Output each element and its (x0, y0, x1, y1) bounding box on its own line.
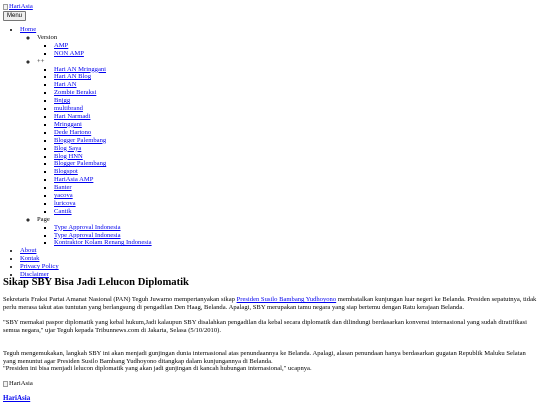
more-item (54, 137, 540, 145)
nav-item-more (37, 58, 540, 216)
more-item (54, 184, 540, 192)
article-text: membatalkan kunjungan luar negeri ke Belanda. Presiden sepatutnya, tidak perlu merasa takut atas tuntutan yang berlangsung di pengadilan Den Haag, Belanda. Apalagi, SBY merupakan tamu negara yang siap bertemu dengan Ratu kerajaan Belanda. (3, 296, 537, 311)
nav-bottom-item (20, 247, 540, 255)
more-item (54, 89, 540, 97)
more-item (54, 129, 540, 137)
version-list (37, 42, 540, 58)
more-link[interactable]: yacova (54, 192, 73, 200)
broken-image-icon (3, 4, 8, 10)
more-item (54, 97, 540, 105)
more-item (54, 192, 540, 200)
nav-bottom-item (20, 255, 540, 263)
more-list (37, 66, 540, 216)
nav-bottom-link[interactable]: About (20, 247, 37, 255)
main-nav (0, 26, 540, 279)
author-avatar (3, 380, 33, 388)
nav-list (0, 26, 540, 247)
menu-button[interactable]: Menu (3, 11, 26, 21)
article-paragraph: "SBY memakai paspor diplomatik yang kebal hukum,Jadi kalaupun SBY disalahkan pengadilan dia kebal secara diplomatik dan dilindungi berdasarkan konvensi internasional yang sudah diratifikasi semua negara," ujar Teguh kepada Tribunnews.com di Jakarta, Selasa (5/10/2010). (3, 319, 527, 334)
more-item (54, 105, 540, 113)
nav-item-home (20, 26, 540, 247)
more-link[interactable]: Bnjgg (54, 97, 71, 105)
author-name-link[interactable]: HariAsia (3, 394, 31, 402)
version-link[interactable]: AMP (54, 41, 69, 49)
more-link[interactable]: Blogger Palembang (54, 160, 107, 168)
nav-label-page: Page (37, 215, 50, 223)
more-link[interactable]: Hari AN Mringgani (54, 65, 107, 73)
more-link[interactable]: Blogspot (54, 168, 78, 176)
version-item (54, 42, 540, 50)
page-item (54, 239, 540, 247)
more-link[interactable]: Dede Hartono (54, 128, 92, 136)
more-item (54, 113, 540, 121)
more-item (54, 81, 540, 89)
more-link[interactable]: Banter (54, 184, 72, 192)
more-item (54, 145, 540, 153)
more-link[interactable]: HariAsia AMP (54, 176, 94, 184)
more-link[interactable]: Mringgani (54, 120, 82, 128)
more-link[interactable]: Hari Narmadi (54, 112, 91, 120)
page-link[interactable]: Type Approval Indonesia (54, 223, 121, 231)
article-paragraph: Teguh mengemukakan, langkah SBY ini akan menjadi gunjingan dunia internasional atas penundaannya ke Belanda. Apalagi, alasan penundaan hanya berdasarkan gugatan Republik Maluku Selatan yang menuntut agar Presiden Susilo Bambang Yudhoyono ditangkap dalam kunjungannya di Belanda. (3, 350, 526, 365)
page-link[interactable]: Kontraktor Kolam Renang Indonesia (54, 239, 152, 247)
nav-bottom-list (0, 247, 540, 279)
nav-bottom-link[interactable]: Disclaimer (20, 271, 49, 279)
president-link[interactable]: Presiden Susilo Bambang Yudhoyono (236, 296, 337, 303)
nav-label-version: Version (37, 33, 58, 41)
broken-image-icon (3, 381, 8, 387)
nav-item-version (37, 34, 540, 58)
version-link[interactable]: NON AMP (54, 49, 84, 57)
article-paragraph: "Presiden ini bisa menjadi lelucon diplomatik yang akan jadi gunjingan di kancah hubungan internasional," ucapnya. (3, 365, 312, 372)
page-list (37, 224, 540, 248)
nav-bottom-link[interactable]: Privacy Policy (20, 263, 59, 271)
more-link[interactable]: Zombie Beraksi (54, 89, 97, 97)
more-item (54, 66, 540, 74)
nav-bottom-link[interactable]: Kontak (20, 255, 40, 263)
more-item (54, 160, 540, 168)
article-text: Sekretaris Fraksi Partai Amanat Nasional (PAN) Teguh Juwarno mempertanyakan sikap (3, 296, 237, 303)
more-item (54, 153, 540, 161)
more-item (54, 200, 540, 208)
nav-link-home[interactable]: Home (20, 26, 37, 33)
more-link[interactable]: Hari AN (54, 81, 77, 89)
page-link[interactable]: Type Approval Indonesia (54, 231, 121, 239)
author-avatar-alt: HariAsia (9, 380, 33, 387)
more-link[interactable]: Blogger Palembang (54, 136, 107, 144)
more-item (54, 176, 540, 184)
page-item (54, 232, 540, 240)
article-title: Sikap SBY Bisa Jadi Lelucon Diplomatik (3, 277, 189, 288)
version-item (54, 50, 540, 58)
more-item (54, 208, 540, 216)
article (3, 277, 537, 372)
nav-submenu (20, 34, 540, 247)
site-logo-alt: HariAsia (9, 3, 33, 10)
page-item (54, 224, 540, 232)
more-link[interactable]: Blog Saya (54, 144, 82, 152)
site-logo-link[interactable] (3, 3, 33, 11)
article-paragraph (3, 296, 537, 312)
more-item (54, 121, 540, 129)
nav-bottom-item (20, 263, 540, 271)
more-link[interactable]: multibrand (54, 105, 83, 113)
more-item (54, 168, 540, 176)
more-link[interactable]: luricova (54, 199, 76, 207)
more-link[interactable]: Blog HNN (54, 152, 83, 160)
more-link[interactable]: Hari AN Blog (54, 73, 91, 81)
more-link[interactable]: Cantik (54, 207, 72, 215)
more-item (54, 73, 540, 81)
nav-label-more: ++ (37, 57, 45, 65)
nav-item-page (37, 216, 540, 248)
